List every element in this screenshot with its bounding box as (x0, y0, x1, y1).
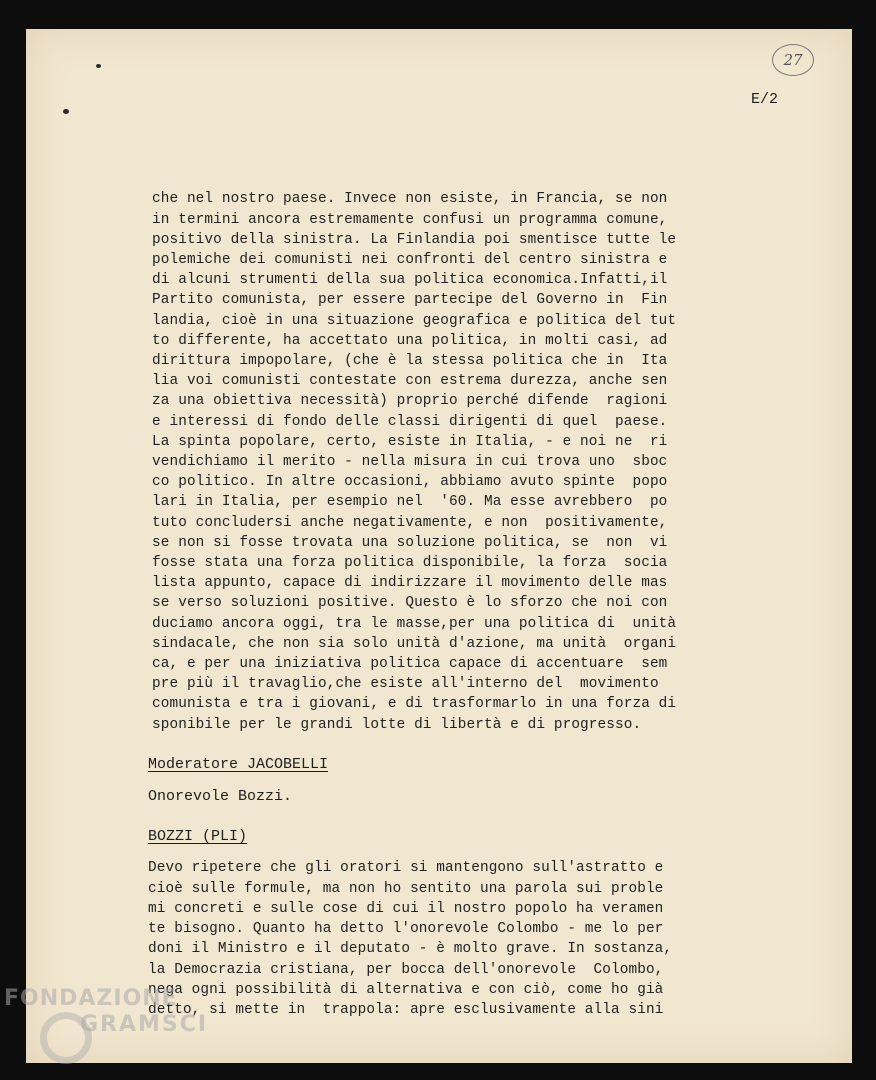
text-line: di alcuni strumenti della sua politica economica.Infatti,il (152, 272, 668, 288)
text-line: Partito comunista, per essere partecipe del Governo in Fin (152, 292, 668, 308)
text-line: cioè sulle formule, ma non ho sentito una parola sui proble (148, 881, 664, 897)
text-line: pre più il travaglio,che esiste all'interno del movimento (152, 676, 659, 692)
text-line: tuto concludersi anche negativamente, e non positivamente, (152, 515, 668, 531)
text-line: doni il Ministro e il deputato - è molto grave. In sostanza, (148, 941, 673, 957)
text-line: Devo ripetere che gli oratori si mantengono sull'astratto e (148, 860, 664, 876)
watermark-line-2: GRAMSCI (80, 1012, 209, 1037)
text-line: lia voi comunisti contestate con estrema durezza, anche sen (152, 373, 668, 389)
text-line: te bisogno. Quanto ha detto l'onorevole Colombo - me lo per (148, 921, 664, 937)
text-line: fosse stata una forza politica disponibile, la forza socia (152, 555, 668, 571)
text-line: comunista e tra i giovani, e di trasformarlo in una forza di (152, 696, 677, 712)
text-line: polemiche dei comunisti nei confronti del centro sinistra e (152, 252, 668, 268)
text-line: sindacale, che non sia solo unità d'azione, ma unità organi (152, 636, 677, 652)
speaker-heading: BOZZI (PLI) (148, 828, 248, 845)
text-line: landia, cioè in una situazione geografica e politica del tut (152, 313, 677, 329)
document-page (26, 29, 852, 1063)
text-line: La spinta popolare, certo, esiste in Italia, - e noi ne ri (152, 434, 668, 450)
moderator-line: Onorevole Bozzi. (148, 788, 293, 805)
text-line: se verso soluzioni positive. Questo è lo sforzo che noi con (152, 595, 668, 611)
text-line: za una obiettiva necessità) proprio perché difende ragioni (152, 393, 668, 409)
text-line: co politico. In altre occasioni, abbiamo avuto spinte popo (152, 474, 668, 490)
text-line: dirittura impopolare, (che è la stessa politica che in Ita (152, 353, 668, 369)
text-line: ca, e per una iniziativa politica capace di accentuare sem (152, 656, 668, 672)
text-line: lista appunto, capace di indirizzare il movimento delle mas (152, 575, 668, 591)
text-line: nega ogni possibilità di alternativa e con ciò, come ho già (148, 982, 664, 998)
text-line: vendichiamo il merito - nella misura in cui trova uno sboc (152, 454, 668, 470)
moderator-heading: Moderatore JACOBELLI (148, 756, 329, 773)
text-line: la Democrazia cristiana, per bocca dell'onorevole Colombo, (148, 962, 664, 978)
text-line: positivo della sinistra. La Finlandia poi smentisce tutte le (152, 232, 677, 248)
ink-smudge (63, 109, 69, 114)
text-line: e interessi di fondo delle classi dirigenti di quel paese. (152, 414, 668, 430)
text-line: se non si fosse trovata una soluzione politica, se non vi (152, 535, 668, 551)
text-line: sponibile per le grandi lotte di libertà e di progresso. (152, 717, 642, 733)
archive-page-number: 27 (772, 44, 814, 76)
text-line: che nel nostro paese. Invece non esiste, in Francia, se non (152, 191, 668, 207)
text-line: lari in Italia, per esempio nel '60. Ma esse avrebbero po (152, 494, 668, 510)
text-line: to differente, ha accettato una politica, in molti casi, ad (152, 333, 668, 349)
ink-smudge (96, 64, 101, 68)
text-line: detto, si mette in trappola: apre esclusivamente alla sini (148, 1002, 664, 1018)
page-reference: E/2 (751, 91, 779, 108)
text-line: duciamo ancora oggi, tra le masse,per una politica di unità (152, 616, 677, 632)
text-line: mi concreti e sulle cose di cui il nostro popolo ha veramen (148, 901, 664, 917)
watermark-line-1: FONDAZIONE (4, 986, 178, 1011)
text-line: in termini ancora estremamente confusi un programma comune, (152, 212, 668, 228)
